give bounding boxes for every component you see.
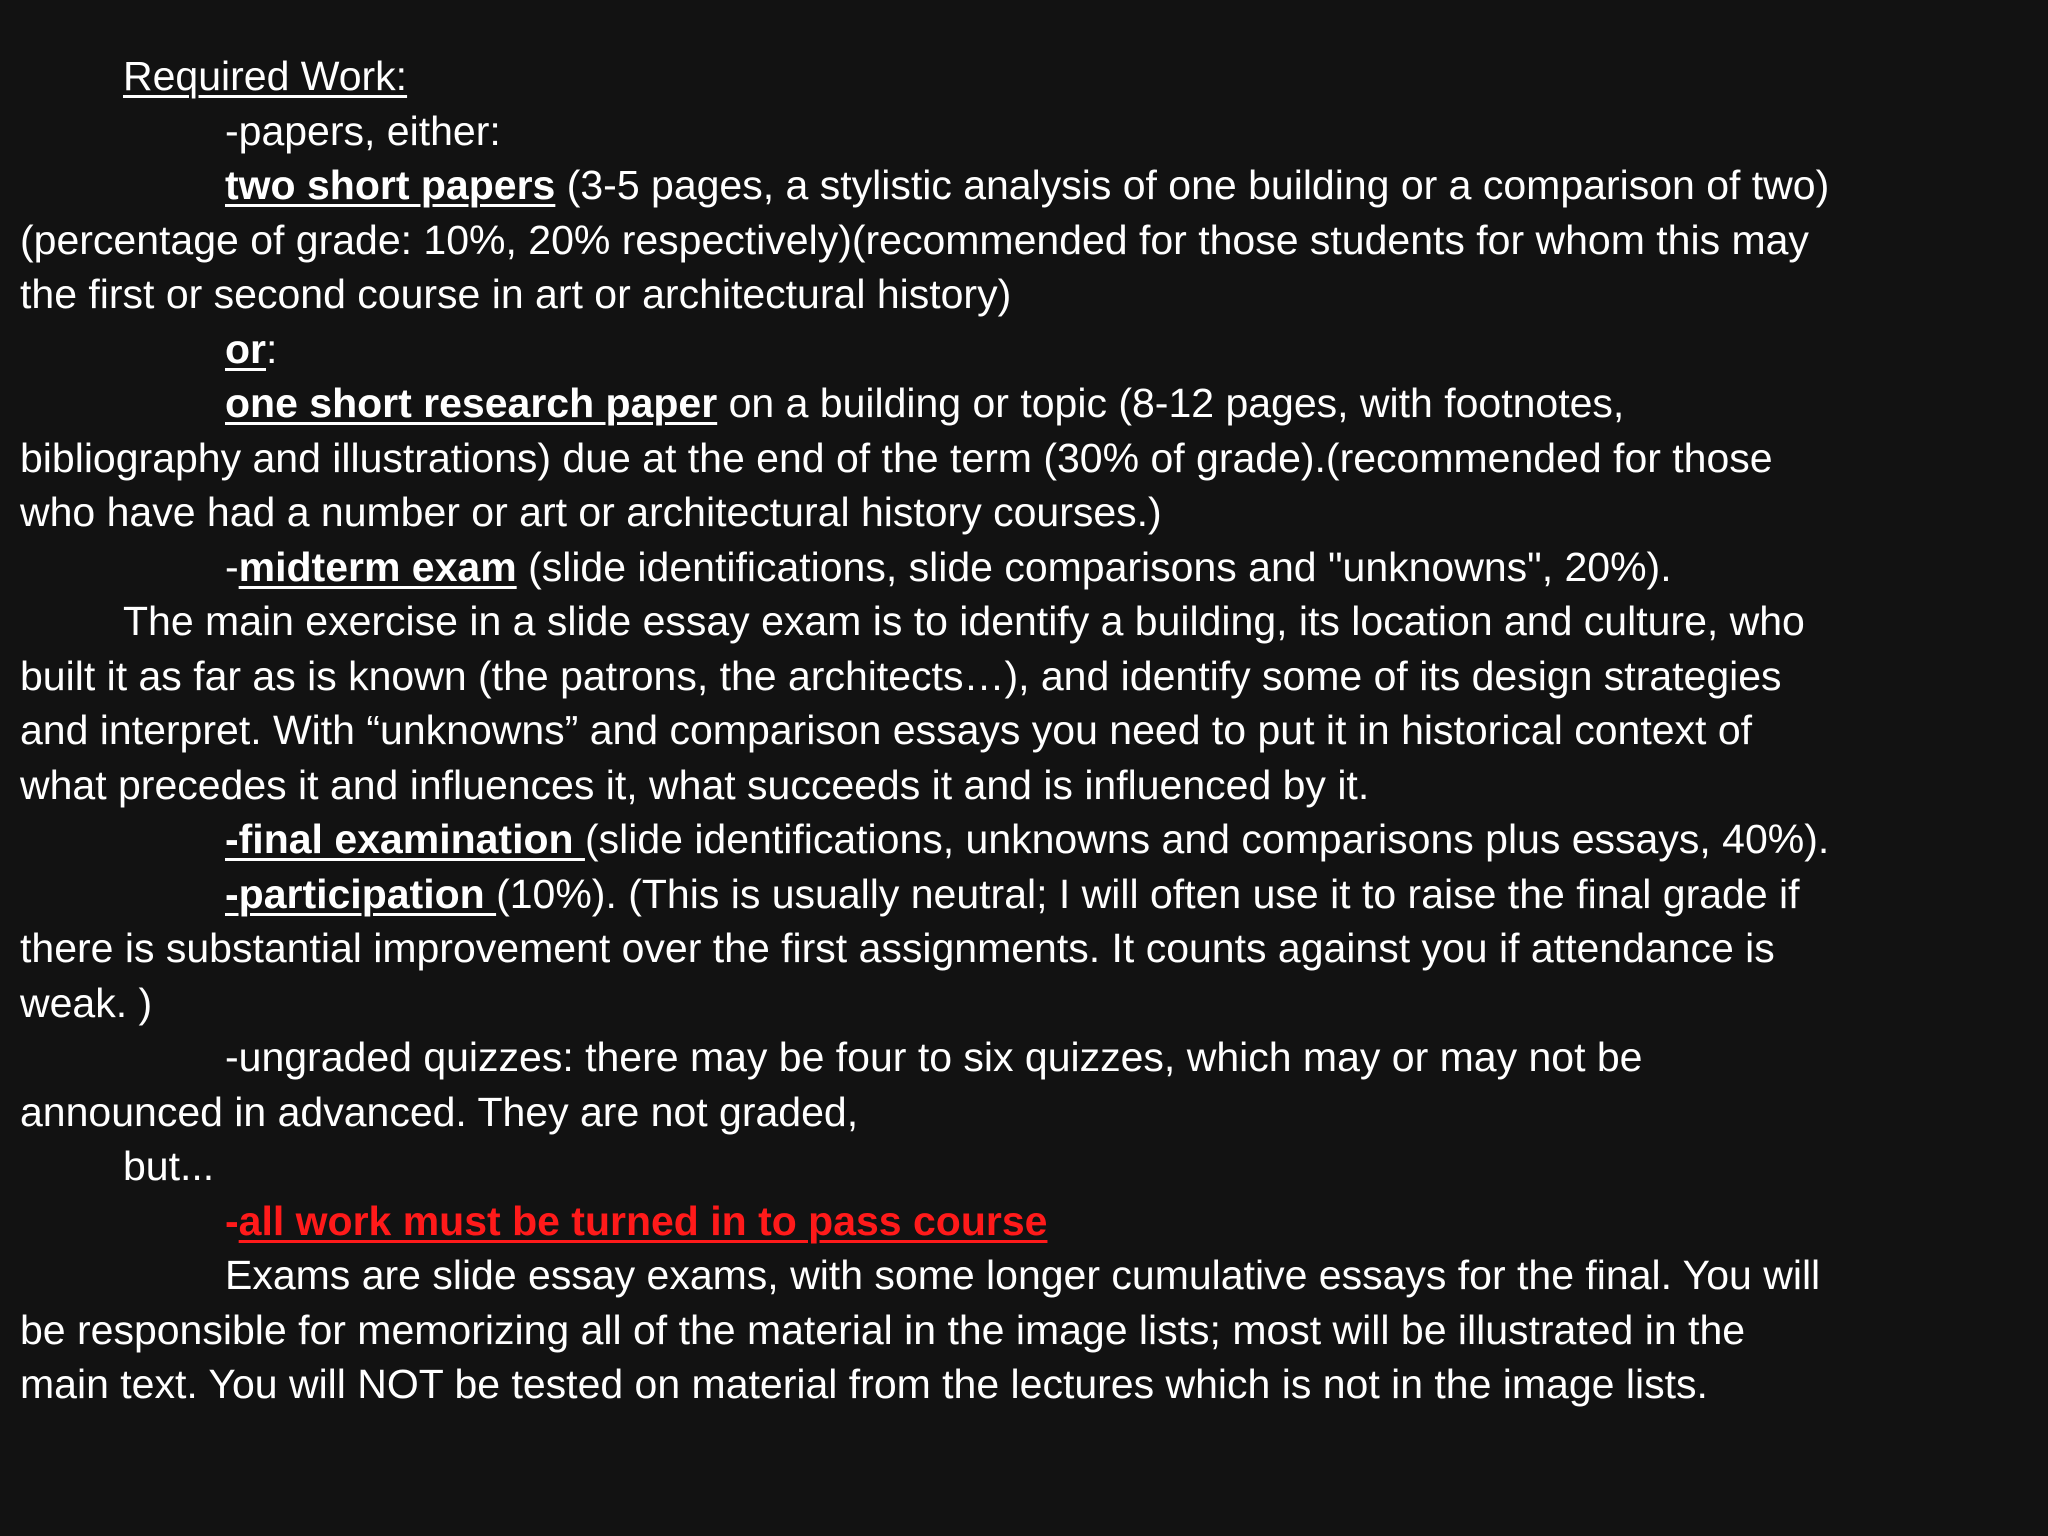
exercise-line4: what precedes it and influences it, what succeeds it and is influenced by it. — [20, 761, 1370, 808]
option-one-line3: the first or second course in art or architectural history) — [20, 271, 1012, 317]
option-two-line3: who have had a number or art or architectural history courses.) — [20, 489, 1162, 535]
final-examination-title: -final examination — [225, 816, 585, 862]
final-rest: (slide identifications, unknowns and comparisons plus essays, 40%). — [584, 816, 1830, 862]
exams-note-line1: Exams are slide essay exams, with some longer cumulative essays for the final. You will — [225, 1252, 1821, 1298]
final-line — [20, 812, 2030, 867]
option-two-line1 — [20, 376, 2030, 431]
quizzes-but: but... — [123, 1143, 215, 1189]
participation-line1-rest: (10%). (This is usually neutral; I will often use it to raise the final grade if — [496, 870, 1800, 917]
exams-note-line3: main text. You will NOT be tested on material from the lectures which is not in the image lists. — [20, 1361, 1708, 1407]
required-work-heading: Required Work: — [123, 53, 408, 99]
or-colon: : — [266, 325, 278, 372]
option-one-line1-rest: (3-5 pages, a stylistic analysis of one building or a comparison of two) — [555, 162, 1830, 208]
quizzes-line2: announced in advanced. They are not graded, — [20, 1088, 859, 1135]
syllabus-document — [20, 49, 2030, 1412]
or-word: or — [225, 325, 266, 372]
midterm-line — [20, 540, 2030, 595]
all-work-warning: all work must be turned in to pass course — [238, 1197, 1048, 1244]
option-one-line2: (percentage of grade: 10%, 20% respectively)(recommended for those students for whom this may — [20, 216, 1809, 263]
papers-intro: -papers, either: — [225, 107, 501, 154]
exercise-line2: built it as far as is known (the patrons, the architects…), and identify some of its design strategies — [20, 652, 1782, 699]
participation-line2: there is substantial improvement over the first assignments. It counts against you if attendance is — [20, 925, 1775, 971]
section-heading-line — [20, 49, 2030, 104]
option-two-line2: bibliography and illustrations) due at the end of the term (30% of grade).(recommended for those — [20, 434, 1773, 481]
two-short-papers-title: two short papers — [225, 162, 556, 208]
midterm-dash: - — [225, 543, 239, 590]
midterm-exam-title: midterm exam — [238, 543, 517, 590]
option-one-line1 — [20, 158, 2030, 213]
research-paper-title: one short research paper — [225, 380, 718, 426]
participation-title: -participation — [225, 870, 497, 917]
quizzes-line1: -ungraded quizzes: there may be four to six quizzes, which may or may not be — [225, 1034, 1643, 1080]
option-two-line1-rest: on a building or topic (8-12 pages, with footnotes, — [717, 380, 1625, 426]
participation-line3: weak. ) — [20, 979, 153, 1026]
participation-line1 — [20, 867, 2030, 922]
exercise-line3: and interpret. With “unknowns” and comparison essays you need to put it in historical context of — [20, 707, 1753, 753]
exams-note-line2: be responsible for memorizing all of the material in the image lists; most will be illustrated in the — [20, 1306, 1746, 1353]
exercise-line1: The main exercise in a slide essay exam is to identify a building, its location and culture, who — [123, 598, 1805, 644]
all-work-dash: - — [225, 1197, 239, 1244]
or-line — [20, 322, 2030, 377]
all-work-warning-line — [20, 1194, 2030, 1249]
midterm-rest: (slide identifications, slide comparisons and "unknowns", 20%). — [516, 543, 1672, 590]
